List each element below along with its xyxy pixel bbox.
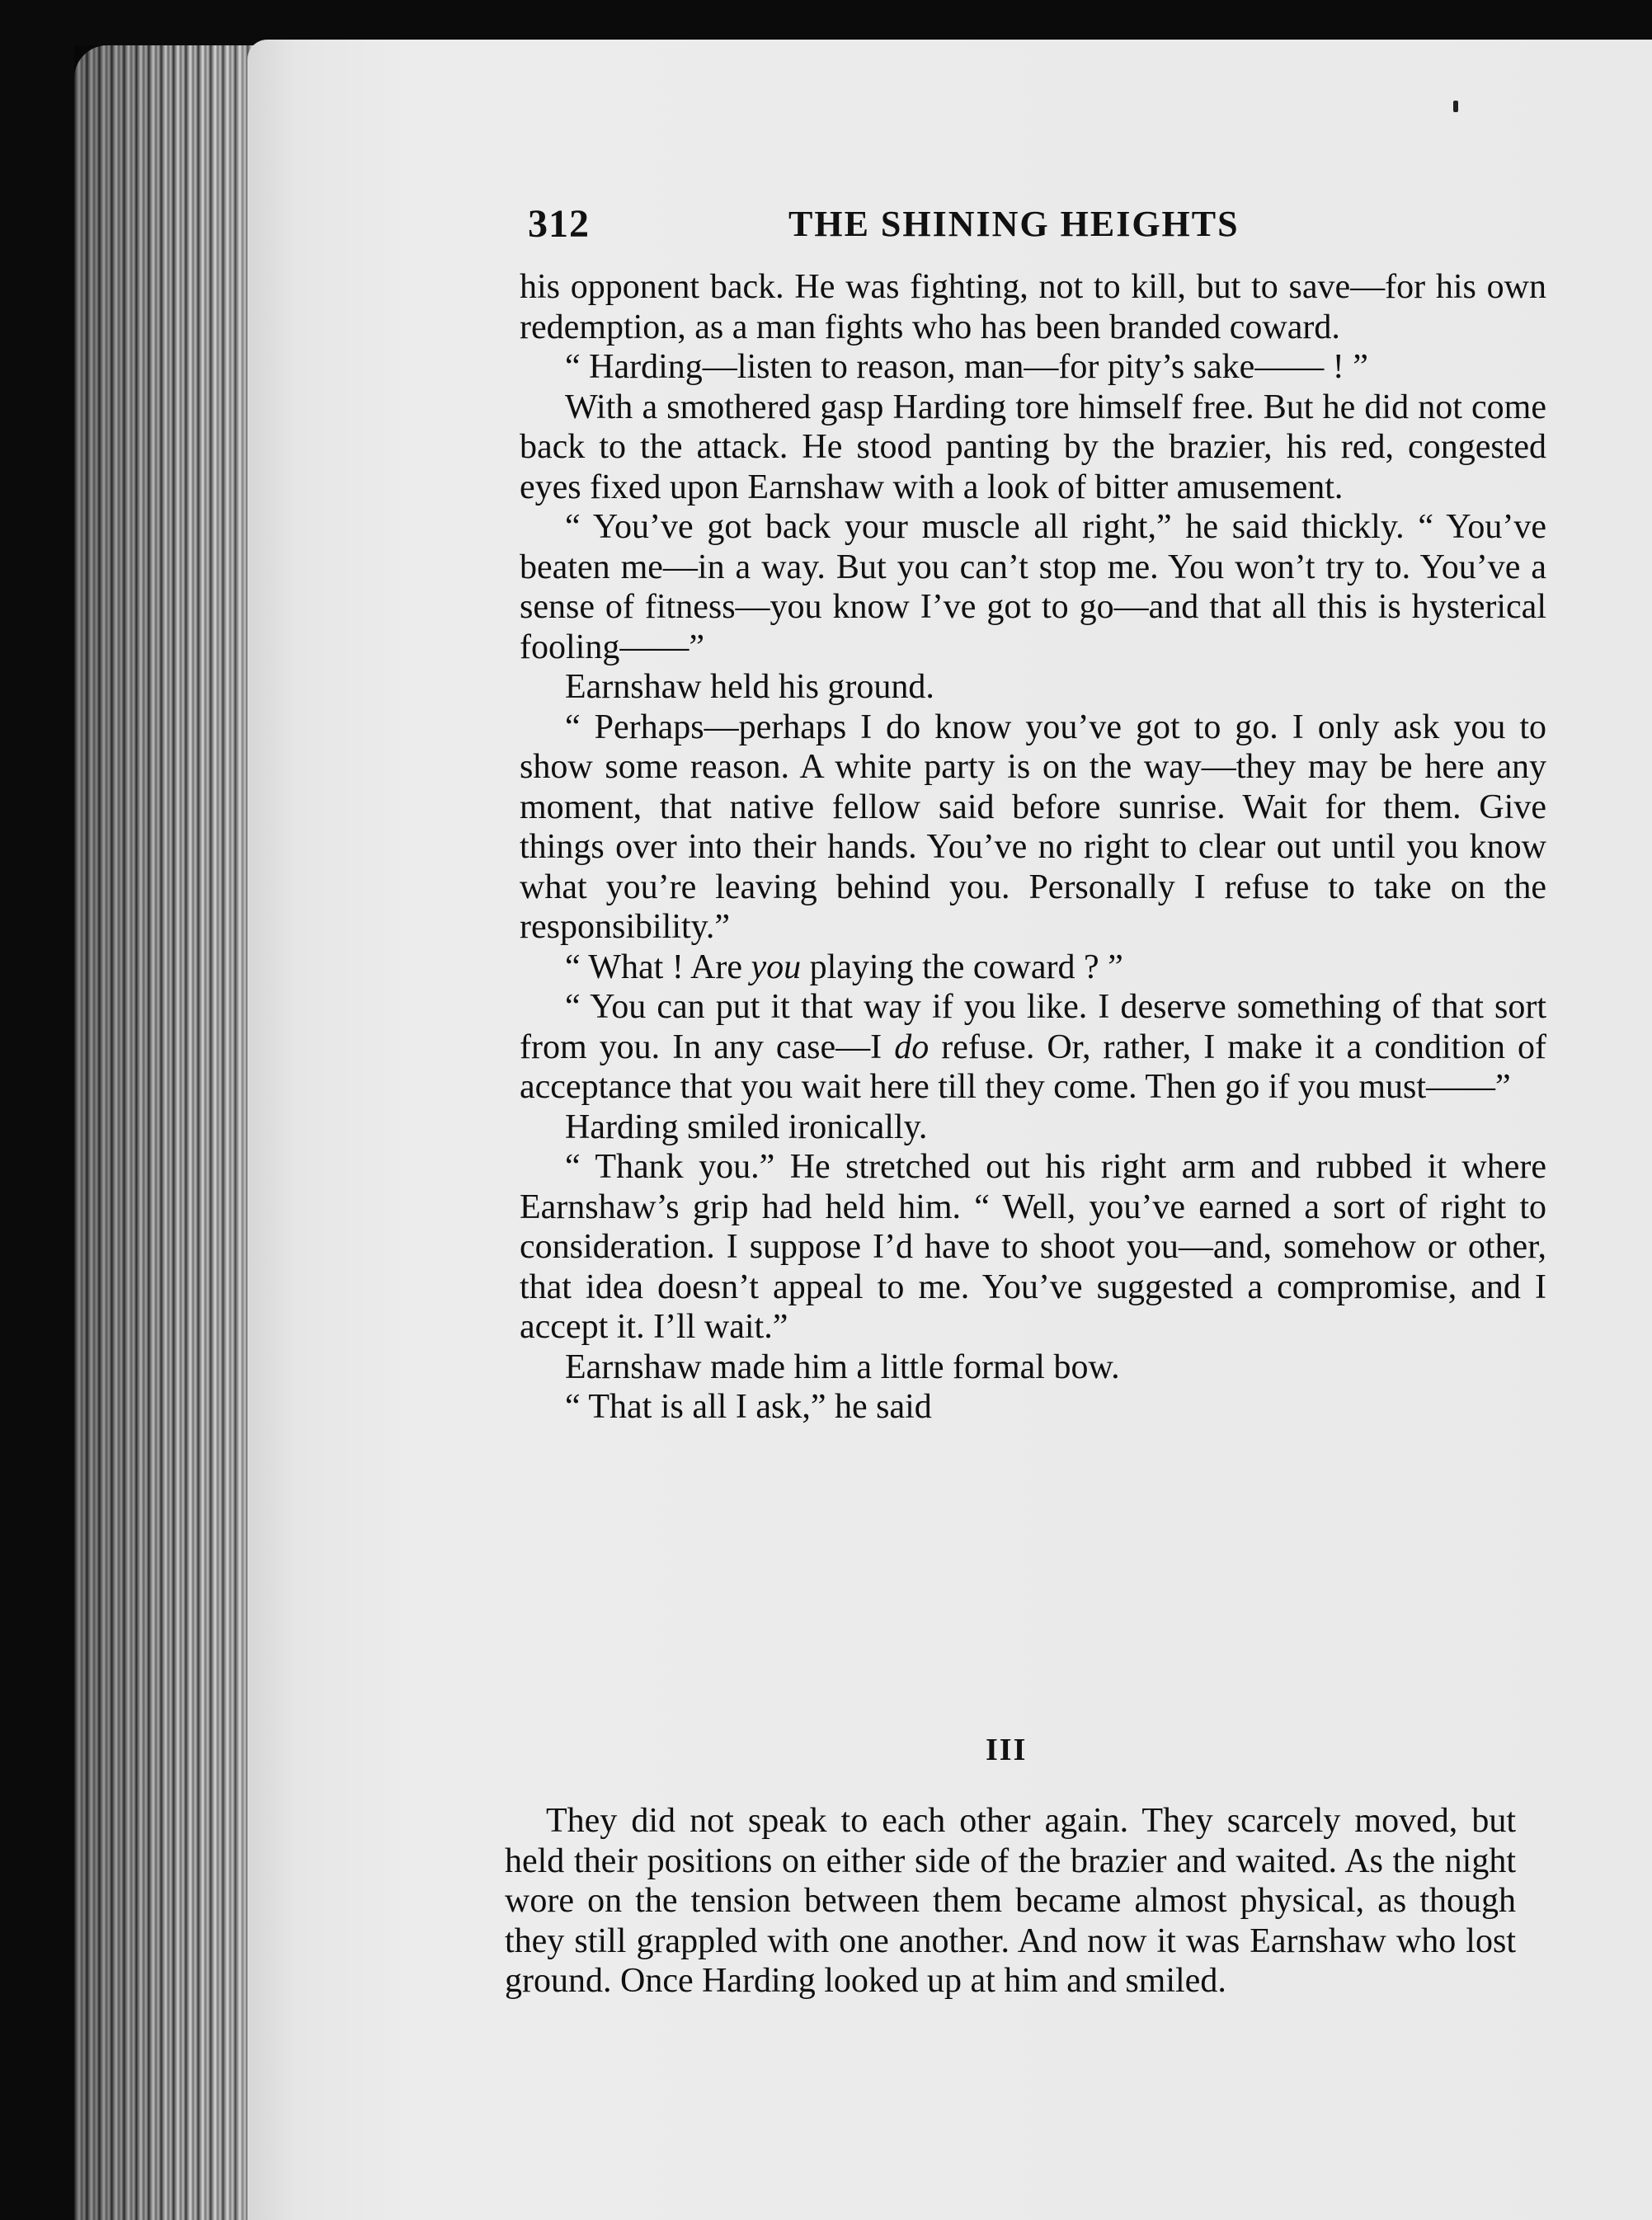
- paragraph: his opponent back. He was fighting, not to kill, but to save—for his own redemption, as a man fights who has been branded coward.: [520, 268, 1546, 346]
- body-text: [520, 267, 1546, 1427]
- paragraph: They did not speak to each other again. They scarcely moved, but held their positions on either side of the brazier and waited. As the night wore on the tension between them became almost physical, as though they still grappled with one another. And now it was Earnshaw who lost ground. Once Harding looked up at him and smiled.: [505, 1802, 1516, 2000]
- paragraph: Earnshaw held his ground.: [565, 668, 934, 706]
- paragraph: “ You’ve got back your muscle all right,” he said thickly. “ You’ve beaten me—in a way. But you can’t stop me. You won’t try to. You’ve a sense of fitness—you know I’ve got to go—and that all this is hysterical fooling——”: [520, 508, 1546, 666]
- paragraph: “ Harding—listen to reason, man—for pity’s sake—— ! ”: [565, 348, 1368, 386]
- book-page-edges: [74, 45, 264, 2220]
- paragraph: “ You can put it that way if you like. I deserve something of that sort from you. In any case—I do refuse. Or, rather, I make it a condition of acceptance that you wait here till they come. Then go if you must——”: [520, 988, 1546, 1106]
- section-body-text: [505, 1801, 1516, 2001]
- paragraph: With a smothered gasp Harding tore himself free. But he did not come back to the attack. He stood panting by the brazier, his red, congested eyes fixed upon Earnshaw with a look of bitter amusement.: [520, 388, 1546, 506]
- paragraph: Harding smiled ironically.: [565, 1108, 928, 1146]
- paragraph: “ Perhaps—perhaps I do know you’ve got to go. I only ask you to show some reason. A white party is on the way—they may be here any moment, that native fellow said before sunrise. Wait for them. Give things over into their hands. You’ve no right to clear out until you know what you’re leaving behind you. Personally I refuse to take on the responsibility.”: [520, 708, 1546, 946]
- book-title: THE SHINING HEIGHTS: [788, 204, 1240, 244]
- paragraph: “ That is all I ask,” he said: [565, 1388, 932, 1426]
- paragraph: “ Thank you.” He stretched out his right arm and rubbed it where Earnshaw’s grip had held him. “ Well, you’ve earned a sort of right to consideration. I suppose I’d have to shoot you—and, somehow or other, that idea doesn’t appeal to me. You’ve suggested a compromise, and I accept it. I’ll wait.”: [520, 1148, 1546, 1346]
- page-number: 312: [528, 202, 590, 246]
- paragraph: “ What ! Are you playing the coward ? ”: [565, 948, 1123, 986]
- running-head: [528, 201, 1295, 259]
- section-number: III: [986, 1733, 1028, 1767]
- ink-speck: [1453, 101, 1458, 112]
- paragraph: Earnshaw made him a little formal bow.: [565, 1348, 1120, 1386]
